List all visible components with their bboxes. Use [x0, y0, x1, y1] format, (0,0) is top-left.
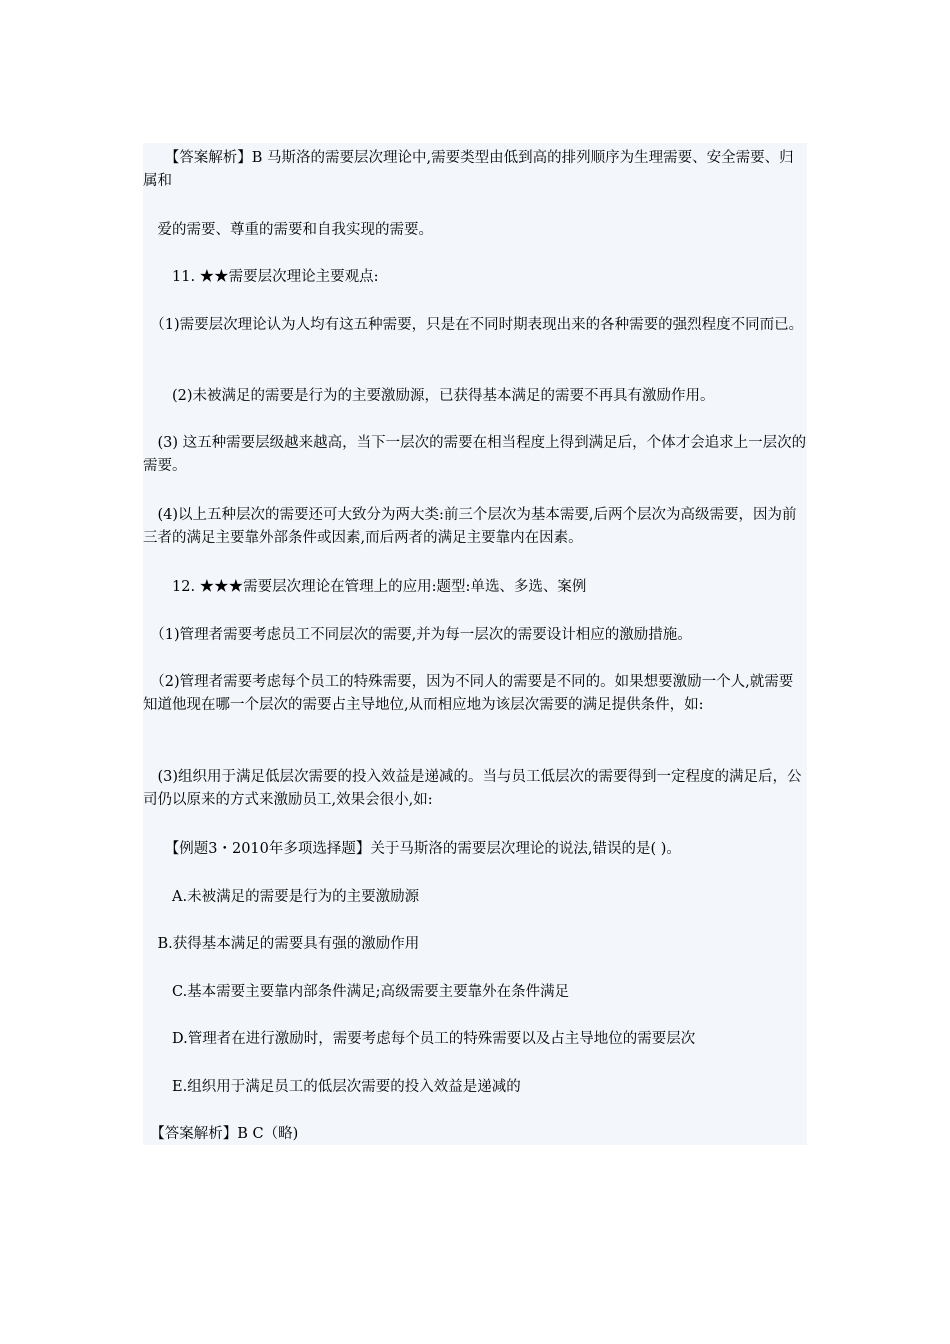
paragraph-point-11-item-4: (4)以上五种层次的需要还可大致分为两大类:前三个层次为基本需要,后两个层次为高级需要，因为前三者的满足主要靠外部条件或因素,而后两者的满足主要靠内在因素。: [143, 507, 797, 546]
paragraph-point-11-heading: 11. ★★需要层次理论主要观点:: [143, 269, 379, 285]
paragraph-point-12-item-3: (3)组织用于满足低层次需要的投入效益是递减的。当与员工低层次的需要得到一定程度的满足后，公司仍以原来的方式来激励员工,效果会很小,如:: [143, 769, 802, 808]
paragraph-answer-analysis-1: 【答案解析】B 马斯洛的需要层次理论中,需要类型由低到高的排列顺序为生理需要、安全需要、归属和: [143, 150, 794, 189]
paragraph-point-11-item-1: （1)需要层次理论认为人均有这五种需要，只是在不同时期表现出来的各种需要的强烈程度不同而已。: [143, 317, 804, 333]
paragraph-point-12-item-2: （2)管理者需要考虑每个员工的特殊需要，因为不同人的需要是不同的。如果想要激励一个人,就需要知道他现在哪一个层次的需要占主导地位,从而相应地为该层次需要的满足提供条件，如:: [143, 674, 794, 713]
paragraph-answer-analysis-1-cont: 爱的需要、尊重的需要和自我实现的需要。: [143, 222, 433, 238]
paragraph-option-d: D.管理者在进行激励时，需要考虑每个员工的特殊需要以及占主导地位的需要层次: [143, 1031, 696, 1047]
paragraph-point-11-item-2: (2)未被满足的需要是行为的主要激励源，已获得基本满足的需要不再具有激励作用。: [143, 388, 715, 404]
paragraph-option-c: C.基本需要主要靠内部条件满足;高级需要主要靠外在条件满足: [143, 984, 570, 1000]
paragraph-option-b: B.获得基本满足的需要具有强的激励作用: [143, 936, 420, 952]
paragraph-answer-analysis-2: 【答案解析】B C（略): [143, 1126, 299, 1142]
paragraph-point-12-item-1: （1)管理者需要考虑员工不同层次的需要,并为每一层次的需要设计相应的激励措施。: [143, 627, 692, 643]
paragraph-option-e: E.组织用于满足员工的低层次需要的投入效益是递减的: [143, 1079, 521, 1095]
paragraph-option-a: A.未被满足的需要是行为的主要激励源: [143, 889, 420, 905]
content-block: [143, 143, 807, 1145]
paragraph-point-12-heading: 12. ★★★需要层次理论在管理上的应用:题型:单选、多选、案例: [143, 579, 587, 595]
paragraph-point-11-item-3: (3) 这五种需要层级越来越高，当下一层次的需要在相当程度上得到满足后，个体才会追求上一层次的需要。: [143, 435, 807, 474]
paragraph-example-question: 【例题3・2010年多项选择题】关于马斯洛的需要层次理论的说法,错误的是( )。: [143, 841, 681, 857]
